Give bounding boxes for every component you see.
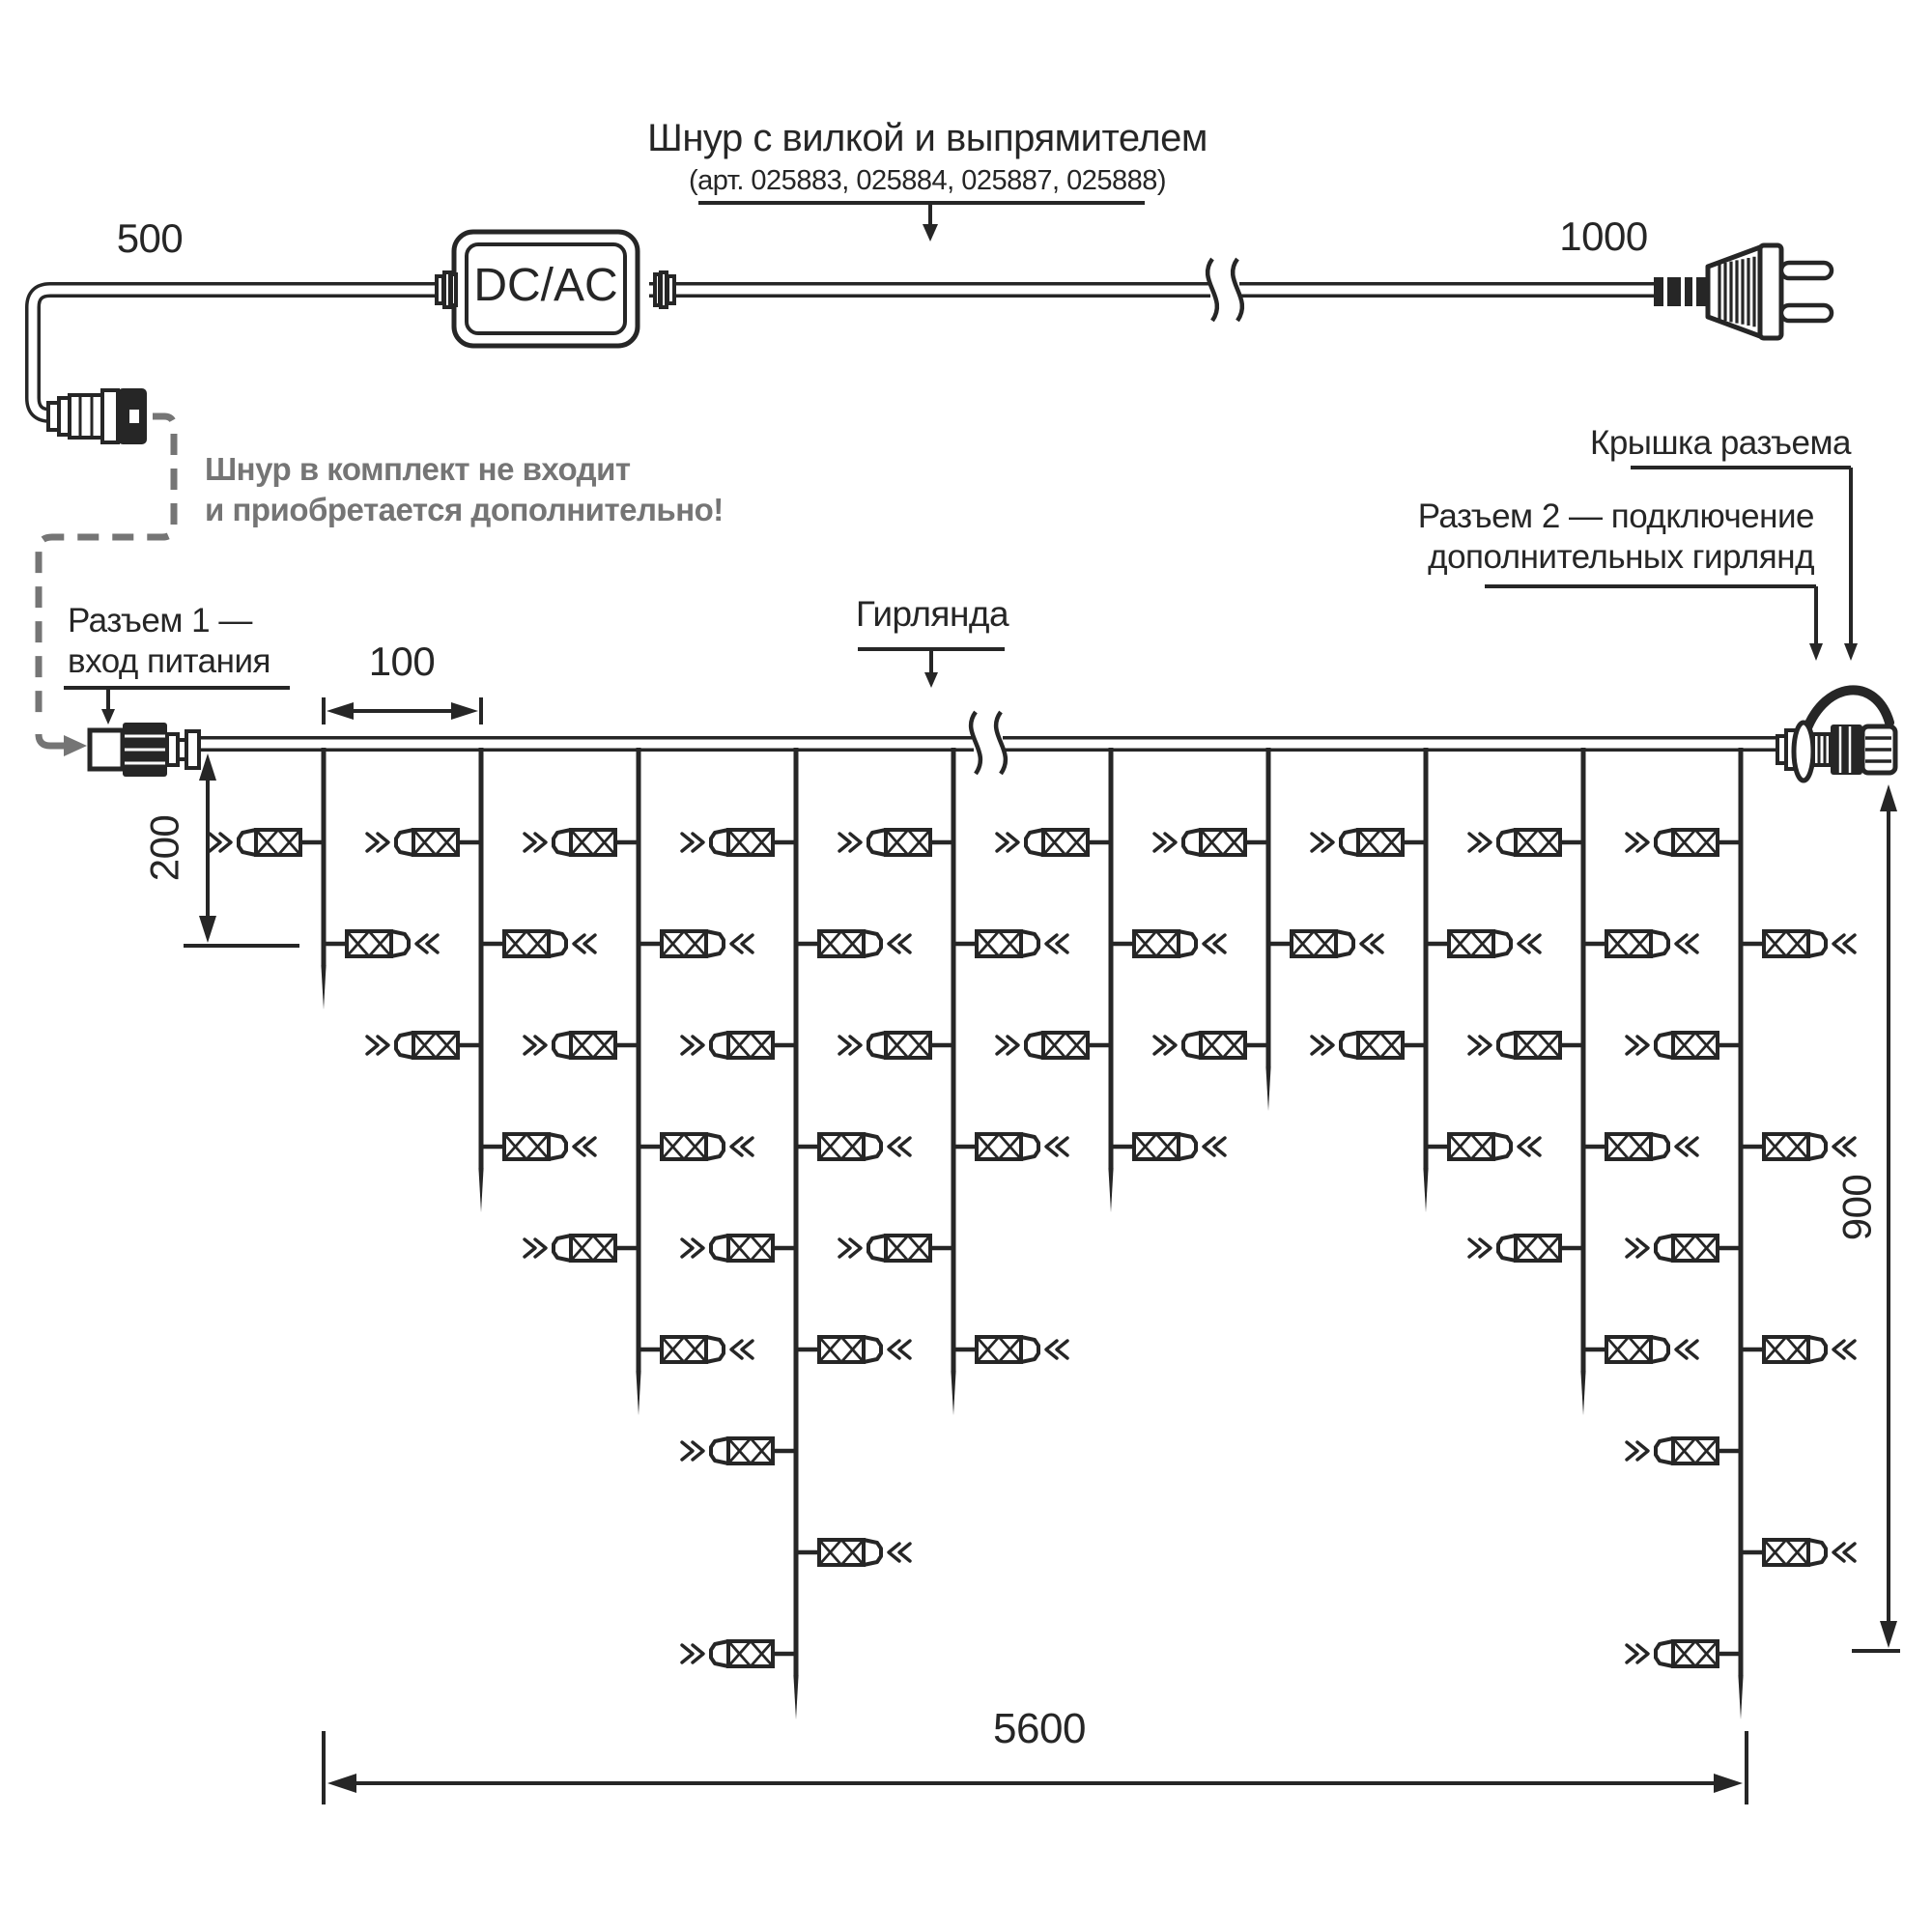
note-line2: и приобретается дополнительно!	[205, 492, 724, 527]
euro-plug-icon	[1654, 245, 1832, 338]
power-input-connector	[90, 723, 199, 777]
garland	[198, 712, 1780, 774]
icicle-drop	[367, 748, 595, 1212]
dim-5600-label: 5600	[993, 1705, 1086, 1752]
connector1-label-line1: Разъем 1 —	[68, 602, 252, 639]
title-leader	[698, 203, 1145, 242]
cord-connector	[48, 388, 147, 444]
icicle-drop	[1312, 748, 1540, 1212]
dcac-label: DC/AC	[473, 260, 618, 311]
connector1-label-line2: вход питания	[68, 642, 270, 680]
dim-100-label: 100	[368, 639, 436, 684]
icicle-drop	[1627, 748, 1855, 1719]
connector-cap	[1862, 726, 1895, 773]
dim-1000-label: 1000	[1559, 213, 1648, 259]
note-line1: Шнур в комплект не входит	[205, 451, 631, 487]
icicle-drop	[682, 748, 910, 1719]
connector2-label-line2: дополнительных гирлянд	[1428, 538, 1814, 576]
diagram-subtitle: (арт. 025883, 025884, 025887, 025888)	[688, 165, 1167, 196]
connector-cap-label: Крышка разъема	[1589, 424, 1851, 462]
dim-900-label: 900	[1833, 1174, 1880, 1241]
garland-label: Гирлянда	[855, 594, 1009, 634]
diagram-title: Шнур с вилкой и выпрямителем	[647, 117, 1208, 159]
dim-200-label: 200	[141, 814, 187, 882]
dim-500-label: 500	[116, 215, 184, 261]
power-cord-assembly	[33, 259, 1656, 415]
icicle-drop	[210, 748, 438, 1009]
connector2-label-line1: Разъем 2 — подключение	[1417, 497, 1814, 535]
dimension-100	[324, 697, 481, 724]
